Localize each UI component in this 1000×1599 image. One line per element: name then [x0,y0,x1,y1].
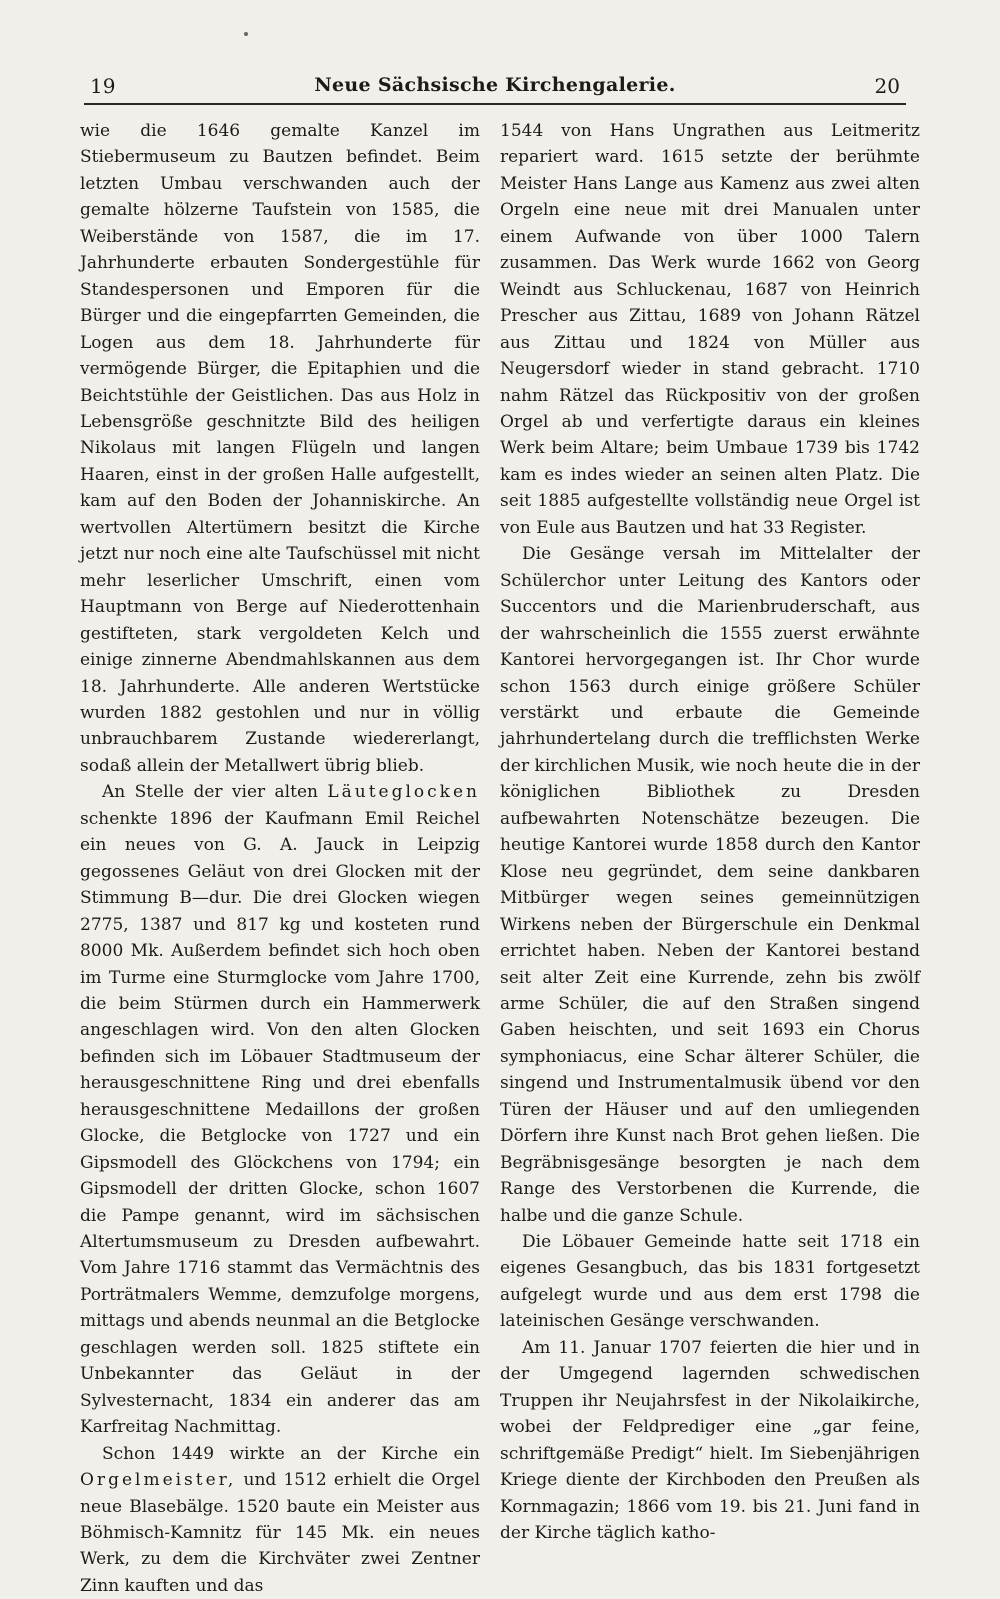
page-number-left: 19 [90,74,116,98]
paragraph: Am 11. Januar 1707 feierten die hier und in der Umgegend lagernden schwedischen Truppen ihr Neujahrsfest in der Nikolaikirche, wobei der Feldprediger eine „gar feine, schriftgemäße Predigt“ hielt. Im Siebenjährigen Kriege diente der Kirchboden den Preußen als Kornmagazin; 1866 vom 19. bis 21. Juni fand in der Kirche täglich katho- [500,1337,920,1544]
paragraph-lead: An Stelle der vier alten [102,782,318,803]
spaced-term: Läuteglocken [327,782,480,803]
paragraph-lead: Schon 1449 wirkte an der Kirche ein [102,1443,480,1464]
left-column [80,118,480,1599]
spaced-term: Orgelmeister, [80,1470,237,1491]
paragraph [80,779,480,1440]
page-number-right: 20 [874,74,900,98]
paragraph [80,1441,480,1599]
paragraph-rest: schenkte 1896 der Kaufmann Emil Reichel ein neues von G. A. Jauck in Leipzig gegossenes Geläut von drei Glocken mit der Stimmung B—dur. Die drei Glocken wiegen 2775, 1387 und 817 kg und kosteten rund 8000 Mk. Außerdem befindet sich hoch oben im Turme eine Sturmglocke vom Jahre 1700, die beim Stürmen durch ein Hammerwerk angeschlagen wird. Von den alten Glocken befinden sich im Löbauer Stadtmuseum der herausgeschnittene Ring und drei ebenfalls herausgeschnittene Medaillons der großen Glocke, die Betglocke von 1727 und ein Gipsmodell des Glöckchens von 1794; ein Gipsmodell der dritten Glocke, schon 1607 die Pampe genannt, wird im sächsischen Altertumsmuseum zu Dresden aufbewahrt. Vom Jahre 1716 stammt das Vermächtnis des Porträtmalers Wemme, demzufolge morgens, mittags und abends neunmal an die Betglocke geschlagen werden soll. 1825 stiftete ein Unbekannter das Geläut in der Sylvesternacht, 1834 ein anderer das am Karfreitag Nachmittag. [80,808,480,1438]
paragraph-rest: und 1512 erhielt die Orgel neue Blasebälge. 1520 baute ein Meister aus Böhmisch-Kamnitz für 145 Mk. ein neues Werk, zu dem die Kirchväter zwei Zentner Zinn kauften und das [80,1470,481,1596]
running-title: Neue Sächsische Kirchengalerie. [314,74,676,96]
right-column [500,118,920,1546]
paragraph: wie die 1646 gemalte Kanzel im Stiebermuseum zu Bautzen befindet. Beim letzten Umbau verschwanden auch der gemalte hölzerne Taufstein von 1585, die Weiberstände von 1587, die im 17. Jahrhunderte erbauten Sondergestühle für Standespersonen und Emporen für die Bürger und die eingepfarrten Gemeinden, die Logen aus dem 18. Jahrhunderte für vermögende Bürger, die Epitaphien und die Beichtstühle der Geistlichen. Das aus Holz in Lebensgröße geschnitzte Bild des heiligen Nikolaus mit langen Flügeln und langen Haaren, einst in der großen Halle aufgestellt, kam auf den Boden der Johanniskirche. An wertvollen Altertümern besitzt die Kirche jetzt nur noch eine alte Taufschüssel mit nicht mehr leserlicher Umschrift, einen vom Hauptmann von Berge auf Niederottenhain gestifteten, stark vergoldeten Kelch und einige zinnerne Abendmahlskannen aus dem 18. Jahrhunderte. Alle anderen Wertstücke wurden 1882 gestohlen und nur in völlig unbrauchbarem Zustande wiedererlangt, sodaß allein der Metallwert übrig blieb. [80,121,480,776]
paragraph: Die Gesänge versah im Mittelalter der Schülerchor unter Leitung des Kantors oder Succentors und die Marienbruderschaft, aus der wahrscheinlich die 1555 zuerst erwähnte Kantorei hervorgegangen ist. Ihr Chor wurde schon 1563 durch einige größere Schüler verstärkt und erbaute die Gemeinde jahrhundertelang durch die trefflichsten Werke der kirchlichen Musik, wie noch heute die in der königlichen Bibliothek zu Dresden aufbewahrten Notenschätze bezeugen. Die heutige Kantorei wurde 1858 durch den Kantor Klose neu gegründet, dem seine dankbaren Mitbürger wegen seines gemeinnützigen Wirkens neben der Bürgerschule ein Denkmal errichtet haben. Neben der Kantorei bestand seit alter Zeit eine Kurrende, zehn bis zwölf arme Schüler, die auf den Straßen singend Gaben heischten, und seit 1693 ein Chorus symphoniacus, eine Schar älterer Schüler, die singend und Instrumentalmusik übend vor den Türen der Häuser und auf den umliegenden Dörfern ihre Kunst nach Brot gehen ließen. Die Begräbnisgesänge besorgten je nach dem Range des Verstorbenen die Kurrende, die halbe und die ganze Schule. [500,544,920,1226]
header-rule [84,103,906,105]
paragraph: 1544 von Hans Ungrathen aus Leitmeritz repariert ward. 1615 setzte der berühmte Meister Hans Lange aus Kamenz aus zwei alten Orgeln eine neue mit drei Manualen unter einem Aufwande von über 1000 Talern zusammen. Das Werk wurde 1662 von Georg Weindt aus Schluckenau, 1687 von Heinrich Prescher aus Zittau, 1689 von Johann Rätzel aus Zittau und 1824 von Müller aus Neugersdorf wieder in stand gebracht. 1710 nahm Rätzel das Rückpositiv von der großen Orgel ab und verfertigte daraus ein kleines Werk beim Altare; beim Umbaue 1739 bis 1742 kam es indes wieder an seinen alten Platz. Die seit 1885 aufgestellte vollständig neue Orgel ist von Eule aus Bautzen und hat 33 Register. [500,121,920,538]
paragraph: Die Löbauer Gemeinde hatte seit 1718 ein eigenes Gesangbuch, das bis 1831 fortgesetzt aufgelegt wurde und aus dem erst 1798 die lateinischen Gesänge verschwanden. [500,1232,920,1332]
paper-speck [244,32,248,36]
page-header [84,72,906,102]
